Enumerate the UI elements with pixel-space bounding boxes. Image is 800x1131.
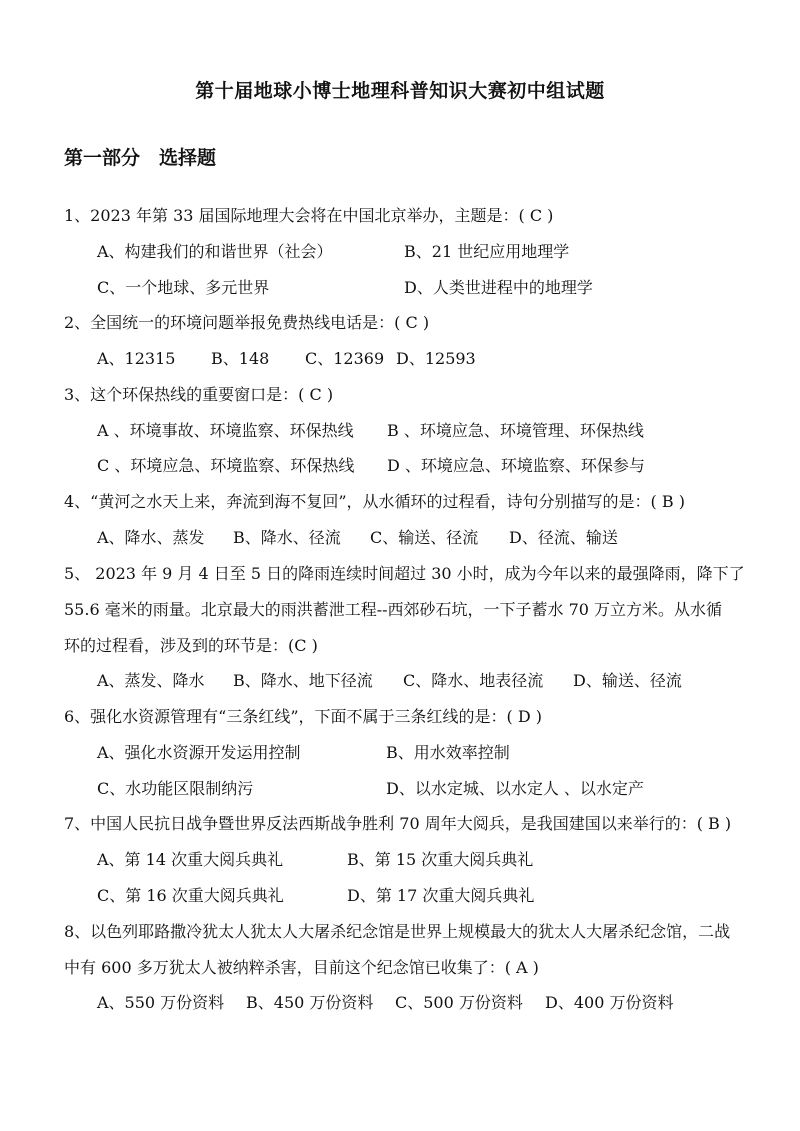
question-7-stem: 7、中国人民抗日战争暨世界反法西斯战争胜利 70 周年大阅兵，是我国建国以来举行的：( B ) [64, 814, 732, 833]
question-7-option-b: B、第 15 次重大阅兵典礼 [347, 850, 534, 869]
question-5-option-a: A、蒸发、降水 [97, 671, 205, 690]
question-6-option-c: C、水功能区限制纳污 [97, 779, 254, 798]
question-2-stem: 2、全国统一的环境问题举报免费热线电话是：( C ) [64, 313, 430, 332]
question-8-option-c: C、500 万份资料 [395, 993, 523, 1012]
question-1-option-a: A、构建我们的和谐世界（社会） [97, 242, 333, 261]
question-3-option-d: D 、环境应急、环境监察、环保参与 [387, 456, 645, 475]
question-5-option-b: B、降水、地下径流 [233, 671, 373, 690]
question-2-option-d: D、12593 [396, 349, 476, 368]
question-7-option-d: D、第 17 次重大阅兵典礼 [347, 886, 535, 905]
question-2-option-c: C、12369 [305, 349, 385, 368]
question-1-option-d: D、人类世进程中的地理学 [404, 278, 593, 297]
question-2-option-b: B、148 [211, 349, 270, 368]
question-7-option-a: A、第 14 次重大阅兵典礼 [97, 850, 284, 869]
question-1-option-c: C、一个地球、多元世界 [97, 278, 270, 297]
question-8-stem-line-2: 中有 600 多万犹太人被纳粹杀害，目前这个纪念馆已收集了：( A ) [64, 958, 539, 977]
question-5-stem-line-3: 环的过程看，涉及到的环节是：(C ) [64, 636, 318, 655]
question-1-stem: 1、2023 年第 33 届国际地理大会将在中国北京举办，主题是：( C ) [64, 206, 554, 225]
question-3-option-b: B 、环境应急、环境管理、环保热线 [387, 421, 644, 440]
question-3-option-a: A 、环境事故、环境监察、环保热线 [97, 421, 354, 440]
question-6-option-a: A、强化水资源开发运用控制 [97, 743, 301, 762]
question-4-option-a: A、降水、蒸发 [97, 528, 205, 547]
page-title: 第十届地球小博士地理科普知识大赛初中组试题 [195, 80, 605, 102]
question-6-option-b: B、用水效率控制 [386, 743, 510, 762]
question-4-stem: 4、“黄河之水天上来，奔流到海不复回”，从水循环的过程看，诗句分别描写的是：( B ) [64, 492, 685, 511]
question-4-option-b: B、降水、径流 [233, 528, 341, 547]
question-8-option-d: D、400 万份资料 [545, 993, 674, 1012]
question-4-option-c: C、输送、径流 [370, 528, 479, 547]
question-2-option-a: A、12315 [97, 349, 176, 368]
question-3-option-c: C 、环境应急、环境监察、环保热线 [97, 456, 355, 475]
question-4-option-d: D、径流、输送 [509, 528, 618, 547]
question-5-option-d: D、输送、径流 [573, 671, 682, 690]
question-1-option-b: B、21 世纪应用地理学 [404, 242, 570, 261]
question-3-stem: 3、这个环保热线的重要窗口是：( C ) [64, 385, 334, 404]
question-6-stem: 6、强化水资源管理有“三条红线”，下面不属于三条红线的是：( D ) [64, 707, 543, 726]
question-8-option-a: A、550 万份资料 [97, 993, 225, 1012]
question-6-option-d: D、以水定城、以水定人 、以水定产 [386, 779, 644, 798]
question-8-stem-line-1: 8、以色列耶路撒冷犹太人犹太人大屠杀纪念馆是世界上规模最大的犹太人大屠杀纪念馆，二战 [64, 922, 731, 941]
question-7-option-c: C、第 16 次重大阅兵典礼 [97, 886, 284, 905]
question-5-stem-line-1: 5、 2023 年 9 月 4 日至 5 日的降雨连续时间超过 30 小时，成为今年以来的最强降雨，降下了 [64, 564, 745, 583]
question-5-option-c: C、降水、地表径流 [403, 671, 544, 690]
section-heading: 第一部分 选择题 [64, 147, 217, 169]
question-5-stem-line-2: 55.6 毫米的雨量。北京最大的雨洪蓄泄工程--西郊砂石坑，一下子蓄水 70 万立方米。从水循 [64, 600, 723, 619]
question-8-option-b: B、450 万份资料 [246, 993, 374, 1012]
